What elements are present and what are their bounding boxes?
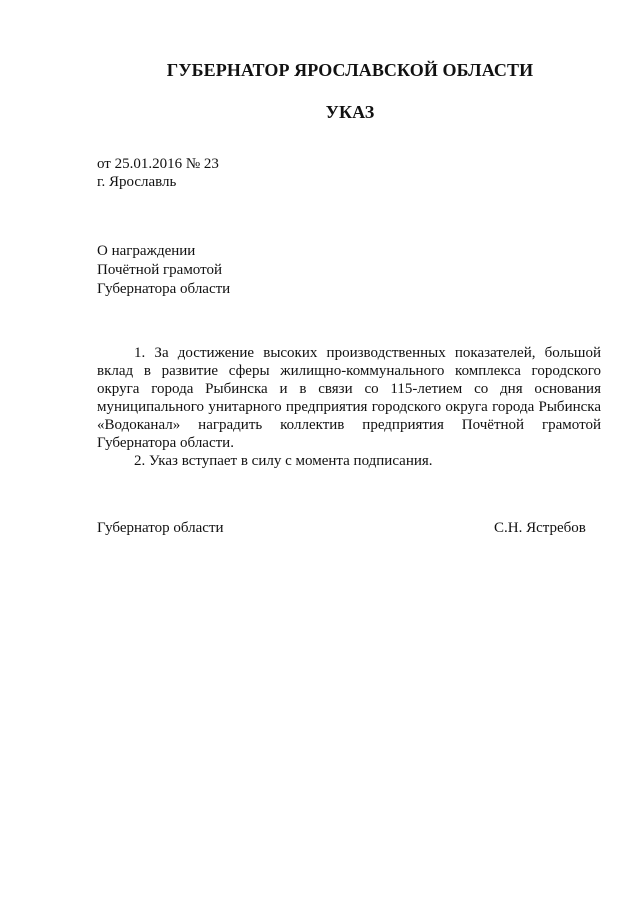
decree-body [97, 344, 601, 470]
document-authority-heading: ГУБЕРНАТОР ЯРОСЛАВСКОЙ ОБЛАСТИ [166, 60, 534, 80]
signatory-name: С.Н. Ястребов [494, 520, 586, 536]
decree-city: г. Ярославль [97, 174, 177, 190]
subject-line-3: Губернатора области [97, 281, 231, 297]
decree-subject [97, 242, 230, 299]
document-type-heading: УКАЗ [325, 102, 375, 122]
decree-paragraph-2: 2. Указ вступает в силу с момента подписания. [134, 453, 433, 469]
subject-line-2: Почётной грамотой [97, 262, 222, 278]
subject-line-1: О награждении [97, 243, 196, 259]
signatory-position: Губернатор области [97, 520, 224, 536]
decree-paragraph-1: 1. За достижение высоких производственных показателей, большой вклад в развитие сферы жилищно-коммунального комплекса городского округа города Рыбинска и в связи со 115-летием со дня основания муниципального унитарного предприятия городского округа города Рыбинска «Водоканал» наградить коллектив предприятия Почётной грамотой Губернатора области. [97, 345, 601, 451]
decree-date-number: от 25.01.2016 № 23 [97, 156, 219, 172]
